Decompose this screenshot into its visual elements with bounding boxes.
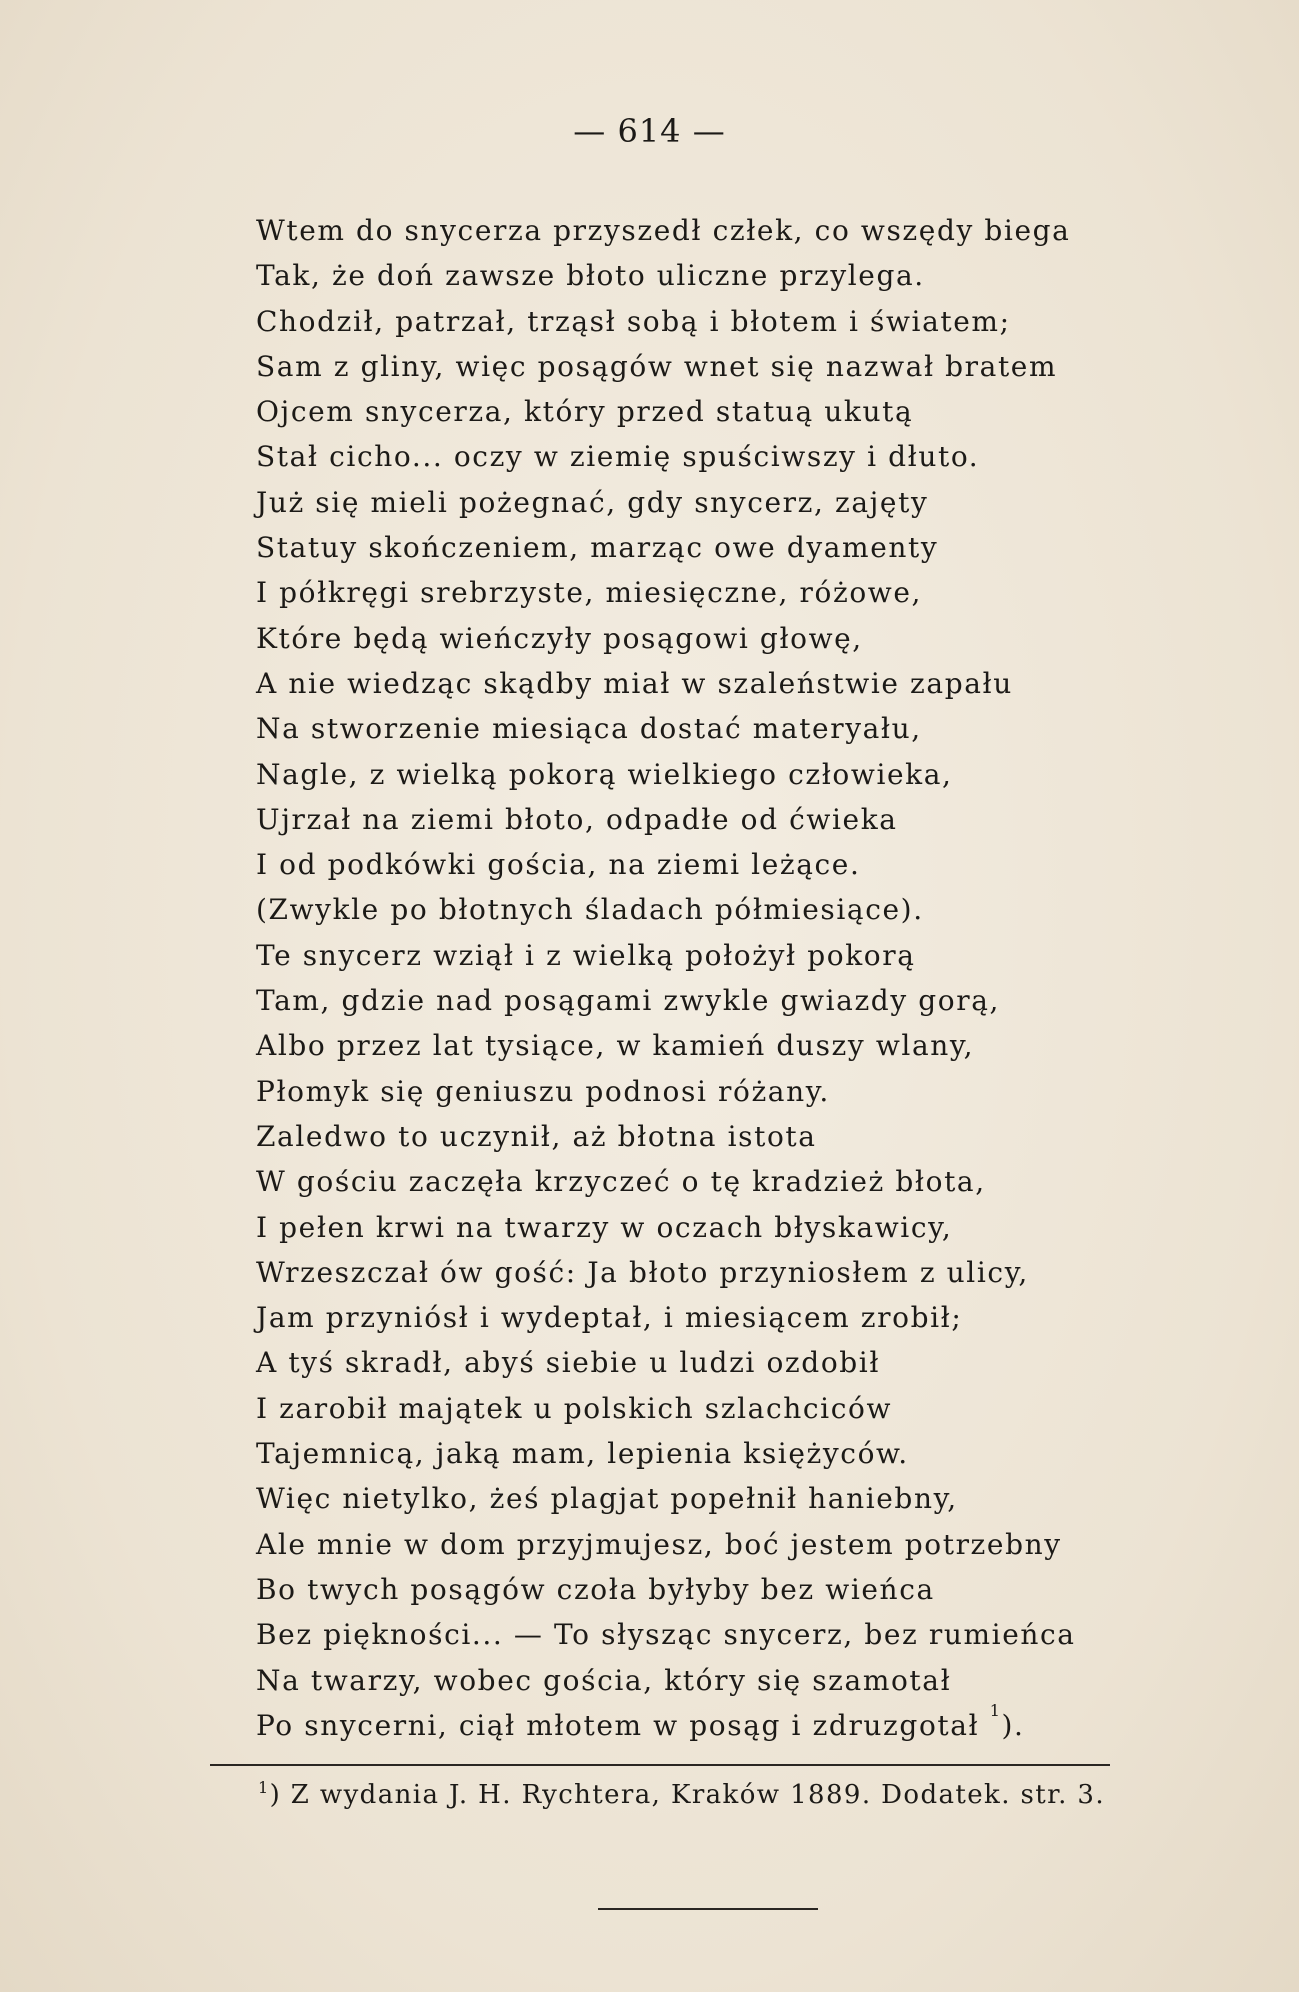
poem-line: Sam z gliny, więc posągów wnet się nazwał bratem — [256, 349, 1058, 383]
poem-line: Albo przez lat tysiące, w kamień duszy wlany, — [256, 1029, 975, 1063]
poem-line: Już się mieli pożegnać, gdy snycerz, zajęty — [256, 485, 929, 519]
poem-line: I zarobił majątek u polskich szlachciców — [256, 1391, 893, 1425]
poem-line: I półkręgi srebrzyste, miesięczne, różowe, — [256, 576, 923, 610]
poem-line: Chodził, patrzał, trząsł sobą i błotem i światem; — [256, 304, 1011, 338]
poem-line: Tajemnicą, jaką mam, lepienia księżyców. — [256, 1437, 909, 1471]
poem-line: Na twarzy, wobec gościa, który się szamotał — [256, 1663, 952, 1697]
poem-line: Ale mnie w dom przyjmujesz, boć jestem potrzebny — [256, 1527, 1062, 1561]
footnote-text: ) Z wydania J. H. Rychtera, Kraków 1889. Dodatek. str. 3. — [269, 1780, 1106, 1810]
poem-line-last-text: Po snycerni, ciął młotem w posąg i zdruzgotał — [256, 1708, 980, 1742]
poem-line: Tak, że doń zawsze błoto uliczne przylega. — [256, 259, 925, 293]
poem-line-last — [256, 1700, 1196, 1748]
footnote-marker: 1 — [258, 1778, 270, 1797]
poem-line: Bo twych posągów czoła byłyby bez wieńca — [256, 1572, 935, 1606]
poem-line: (Zwykle po błotnych śladach półmiesiące). — [256, 893, 924, 927]
poem-text — [256, 208, 1196, 1748]
poem-line: Na stworzenie miesiąca dostać materyału, — [256, 712, 922, 746]
poem-line: Ojcem snycerza, który przed statuą ukutą — [256, 395, 914, 429]
poem-line: I pełen krwi na twarzy w oczach błyskawicy, — [256, 1210, 953, 1244]
poem-line: W gościu zaczęła krzyczeć o tę kradzież błota, — [256, 1165, 986, 1199]
poem-line: Jam przyniósł i wydeptał, i miesiącem zrobił; — [256, 1301, 963, 1335]
poem-line: I od podkówki gościa, na ziemi leżące. — [256, 848, 861, 882]
poem-line: Bez piękności... — To słysząc snycerz, bez rumieńca — [256, 1618, 1076, 1652]
end-divider — [598, 1908, 818, 1910]
page-number: — 614 — — [573, 112, 726, 150]
poem-line: Które będą wieńczyły posągowi głowę, — [256, 621, 863, 655]
poem-line-last-tail: ). — [1001, 1708, 1025, 1742]
poem-line: A nie wiedząc skądby miał w szaleństwie zapału — [256, 666, 1013, 700]
footnote-divider — [210, 1764, 1110, 1766]
poem-line: Wrzeszczał ów gość: Ja błoto przyniosłem z ulicy, — [256, 1255, 1029, 1289]
poem-line: Zaledwo to uczynił, aż błotna istota — [256, 1119, 817, 1153]
footnote — [258, 1780, 1198, 1810]
poem-line: Płomyk się geniuszu podnosi różany. — [256, 1074, 830, 1108]
poem-line: Wtem do snycerza przyszedł człek, co wszędy biega — [256, 214, 1071, 247]
footnote-reference: 1 — [989, 1700, 1002, 1720]
poem-line: Więc nietylko, żeś plagjat popełnił haniebny, — [256, 1482, 958, 1516]
poem-line: Te snycerz wziął i z wielką położył pokorą — [256, 938, 916, 972]
poem-line: Ujrzał na ziemi błoto, odpadłe od ćwieka — [256, 802, 898, 836]
poem-line: Tam, gdzie nad posągami zwykle gwiazdy gorą, — [256, 984, 1001, 1018]
poem-line: Nagle, z wielką pokorą wielkiego człowieka, — [256, 757, 953, 791]
poem-line: Statuy skończeniem, marząc owe dyamenty — [256, 531, 939, 565]
poem-line: A tyś skradł, abyś siebie u ludzi ozdobił — [256, 1346, 881, 1380]
poem-line: Stał cicho... oczy w ziemię spuściwszy i dłuto. — [256, 440, 980, 474]
